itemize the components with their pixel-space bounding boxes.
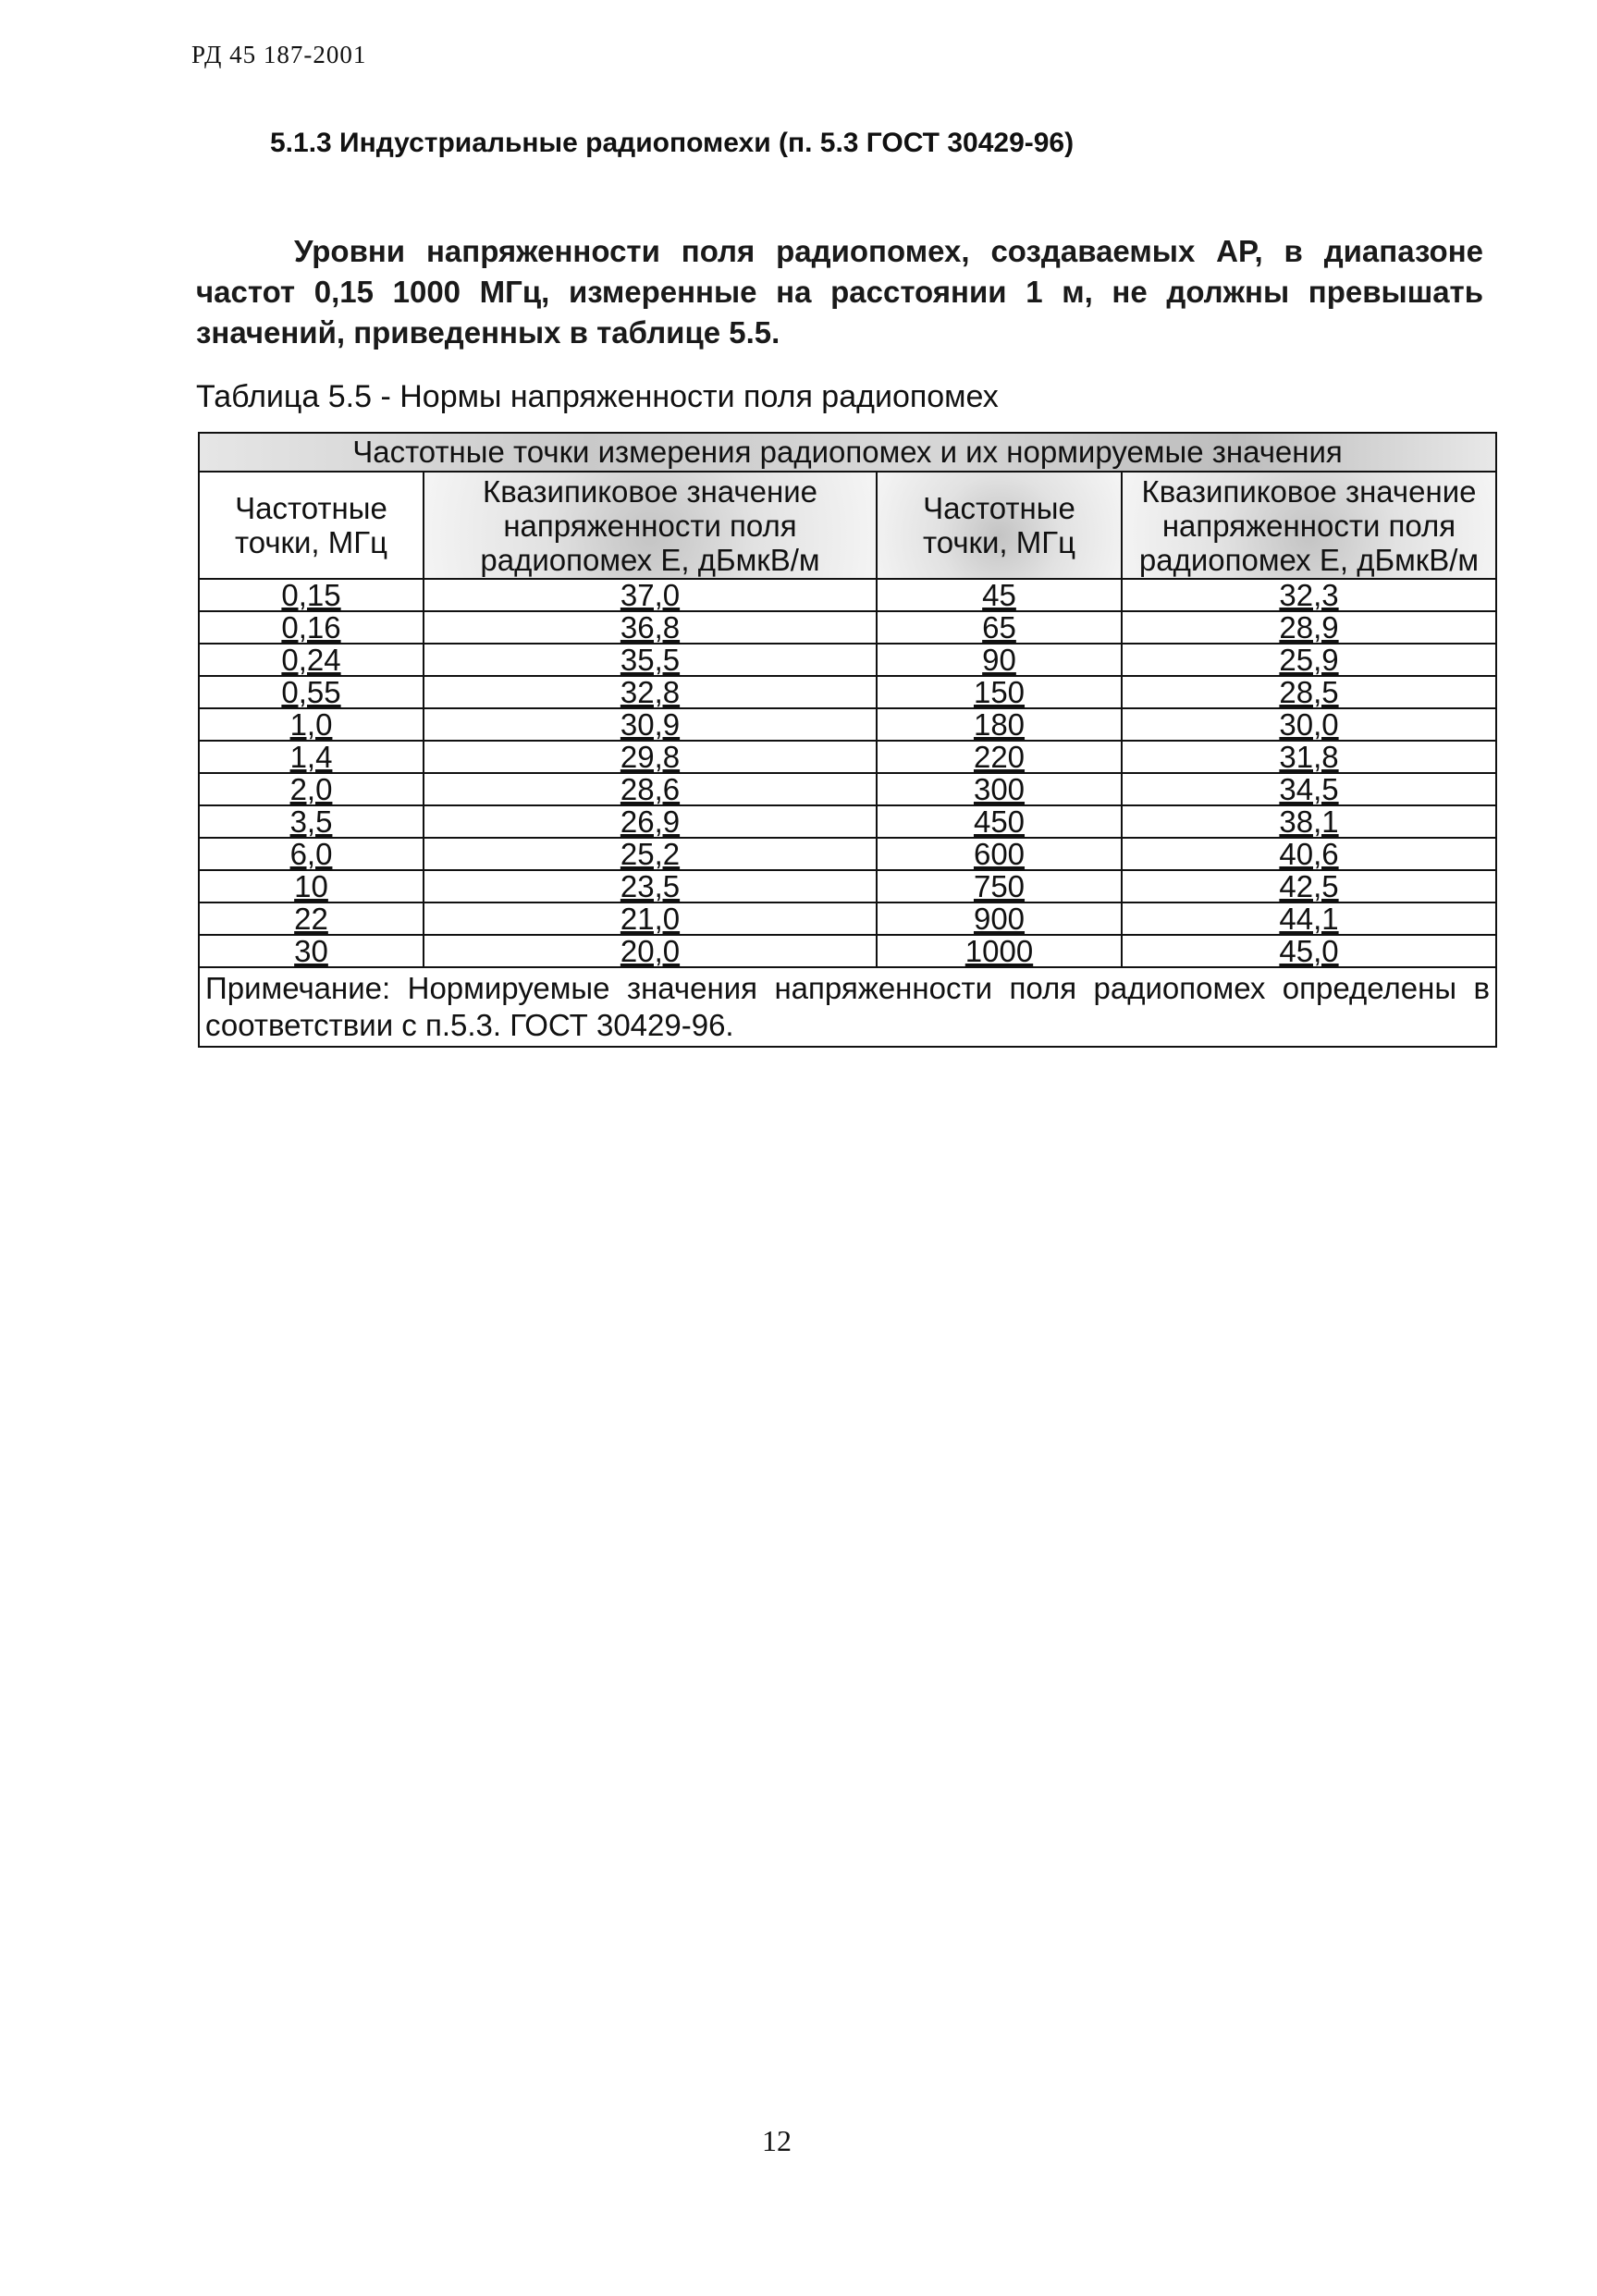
frequency-1-cell: 1,0: [199, 708, 424, 741]
table-row: [199, 935, 1496, 967]
frequency-2-cell: 150: [877, 676, 1122, 708]
frequency-2-cell: 1000: [877, 935, 1122, 967]
table-title-row: [199, 433, 1496, 472]
frequency-2-cell: 180: [877, 708, 1122, 741]
table-note-row: [199, 967, 1496, 1047]
value-1-cell: 36,8: [424, 611, 877, 644]
value-2-cell: 28,5: [1122, 676, 1496, 708]
value-1-cell: 25,2: [424, 838, 877, 870]
frequency-1-cell: 0,24: [199, 644, 424, 676]
table-caption: Таблица 5.5 - Нормы напряженности поля радиопомех: [196, 379, 999, 414]
value-2-cell: 31,8: [1122, 741, 1496, 773]
frequency-1-cell: 0,55: [199, 676, 424, 708]
frequency-1-cell: 0,15: [199, 579, 424, 611]
value-1-cell: 26,9: [424, 805, 877, 838]
frequency-2-cell: 750: [877, 870, 1122, 902]
table-row: [199, 870, 1496, 902]
table-row: [199, 676, 1496, 708]
value-1-cell: 30,9: [424, 708, 877, 741]
value-1-cell: 20,0: [424, 935, 877, 967]
frequency-1-cell: 6,0: [199, 838, 424, 870]
table-row: [199, 805, 1496, 838]
document-code: РД 45 187-2001: [191, 41, 367, 68]
frequency-1-cell: 0,16: [199, 611, 424, 644]
norms-table: [198, 432, 1497, 1048]
frequency-2-cell: 45: [877, 579, 1122, 611]
table-header-row: [199, 472, 1496, 579]
value-1-cell: 37,0: [424, 579, 877, 611]
body-paragraph: [196, 231, 1483, 353]
table-row: [199, 644, 1496, 676]
table-title: Частотные точки измерения радиопомех и их нормируемые значения: [199, 433, 1496, 472]
value-2-cell: 34,5: [1122, 773, 1496, 805]
page-number: 12: [762, 2124, 792, 2157]
frequency-2-cell: 220: [877, 741, 1122, 773]
section-heading: 5.1.3 Индустриальные радиопомехи (п. 5.3 ГОСТ 30429-96): [270, 128, 1075, 158]
value-2-cell: 40,6: [1122, 838, 1496, 870]
value-2-cell: 30,0: [1122, 708, 1496, 741]
frequency-2-cell: 900: [877, 902, 1122, 935]
value-2-cell: 42,5: [1122, 870, 1496, 902]
value-1-cell: 21,0: [424, 902, 877, 935]
frequency-1-cell: 10: [199, 870, 424, 902]
frequency-2-cell: 65: [877, 611, 1122, 644]
column-header-frequency-2: Частотные точки, МГц: [877, 472, 1122, 579]
table-row: [199, 579, 1496, 611]
table-row: [199, 611, 1496, 644]
table-row: [199, 708, 1496, 741]
paragraph-text: Уровни напряженности поля радиопомех, создаваемых АР, в диапазоне частот 0,15 1000 МГц, измеренные на расстоянии 1 м, не должны превышать значений, приведенных в таблице 5.5.: [196, 234, 1483, 350]
value-1-cell: 29,8: [424, 741, 877, 773]
table-row: [199, 773, 1496, 805]
table-row: [199, 902, 1496, 935]
value-1-cell: 35,5: [424, 644, 877, 676]
frequency-2-cell: 90: [877, 644, 1122, 676]
value-2-cell: 38,1: [1122, 805, 1496, 838]
frequency-1-cell: 3,5: [199, 805, 424, 838]
frequency-1-cell: 1,4: [199, 741, 424, 773]
value-2-cell: 25,9: [1122, 644, 1496, 676]
value-2-cell: 44,1: [1122, 902, 1496, 935]
frequency-2-cell: 300: [877, 773, 1122, 805]
value-1-cell: 23,5: [424, 870, 877, 902]
value-2-cell: 45,0: [1122, 935, 1496, 967]
value-1-cell: 28,6: [424, 773, 877, 805]
table-row: [199, 741, 1496, 773]
frequency-1-cell: 30: [199, 935, 424, 967]
value-2-cell: 28,9: [1122, 611, 1496, 644]
frequency-1-cell: 2,0: [199, 773, 424, 805]
frequency-1-cell: 22: [199, 902, 424, 935]
frequency-2-cell: 600: [877, 838, 1122, 870]
column-header-frequency-1: Частотные точки, МГц: [199, 472, 424, 579]
column-header-value-1: Квазипиковое значение напряженности поля радиопомех Е, дБмкВ/м: [424, 472, 877, 579]
value-1-cell: 32,8: [424, 676, 877, 708]
column-header-value-2: Квазипиковое значение напряженности поля радиопомех Е, дБмкВ/м: [1122, 472, 1496, 579]
frequency-2-cell: 450: [877, 805, 1122, 838]
table-note: Примечание: Нормируемые значения напряженности поля радиопомех определены в соответствии с п.5.3. ГОСТ 30429-96.: [199, 967, 1496, 1047]
value-2-cell: 32,3: [1122, 579, 1496, 611]
table-row: [199, 838, 1496, 870]
